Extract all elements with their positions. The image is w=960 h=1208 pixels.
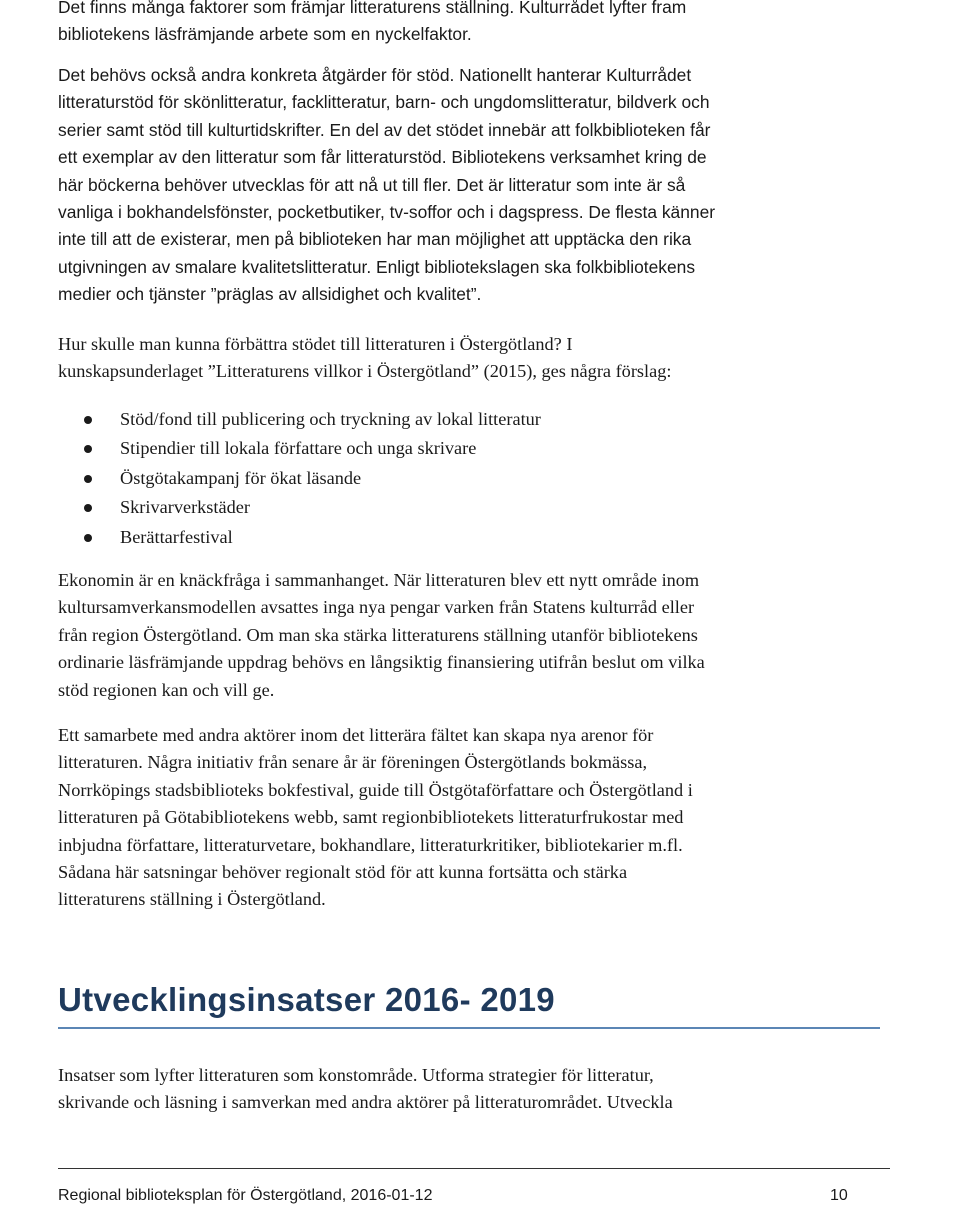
text-line: medier och tjänster ”präglas av allsidighet och kvalitet”. (58, 284, 482, 305)
bullet-icon (84, 534, 92, 542)
text-line: skrivande och läsning i samverkan med andra aktörer på litteraturområdet. Utveckla (58, 1092, 673, 1113)
list-item-text: Skrivarverkstäder (120, 497, 250, 518)
footer-title: Regional biblioteksplan för Östergötland, 2016-01-12 (58, 1187, 433, 1204)
footer-divider (58, 1168, 890, 1169)
text-line: inbjudna författare, litteraturvetare, bokhandlare, litteraturkritiker, bibliotekarier m.fl. (58, 834, 683, 855)
text-line: från region Östergötland. Om man ska stärka litteraturens ställning utanför bibliotekens (58, 624, 698, 645)
text-line: Ekonomin är en knäckfråga i sammanhanget. När litteraturen blev ett nytt område inom (58, 570, 700, 590)
list-item-text: Stipendier till lokala författare och unga skrivare (120, 438, 477, 459)
text-line: Det finns många faktorer som främjar litteraturens ställning. Kulturrådet lyfter fram (58, 0, 687, 17)
text-line: litteraturens ställning i Östergötland. (58, 889, 326, 910)
text-line: Ett samarbete med andra aktörer inom det litterära fältet kan skapa nya arenor för (58, 725, 654, 745)
section-heading: Utvecklingsinsatser 2016- 2019 (58, 981, 555, 1018)
text-line: litteraturen på Götabibliotekens webb, samt regionbibliotekets litteraturfrukostar med (58, 807, 684, 828)
text-line: ordinarie läsfrämjande uppdrag behövs en långsiktig finansiering utifrån beslut om vilka (58, 652, 705, 673)
bullet-icon (84, 445, 92, 453)
paragraph-3 (58, 331, 671, 386)
text-line: vanliga i bokhandelsfönster, pocketbutiker, tv-soffor och i dagspress. De flesta känner (58, 202, 716, 223)
list-item (58, 464, 541, 493)
paragraph-4 (58, 567, 705, 704)
list-item (58, 405, 541, 434)
text-line: kultursamverkansmodellen avsattes inga nya pengar varken från Statens kulturråd eller (58, 597, 695, 618)
text-line: utgivningen av smalare kvalitetslitteratur. Enligt bibliotekslagen ska folkbibliotekens (58, 256, 696, 277)
list-item (58, 493, 541, 522)
text-line: serier samt stöd till kulturtidskrifter. En del av det stödet innebär att folkbiblioteken får (58, 119, 711, 140)
text-line: inte till att de existerar, men på biblioteken har man möjlighet att upptäcka den rika (58, 229, 692, 250)
suggestion-list (58, 405, 541, 552)
text-line: Hur skulle man kunna förbättra stödet till litteraturen i Östergötland? I (58, 334, 573, 354)
paragraph-1 (58, 0, 686, 49)
list-item-text: Östgötakampanj för ökat läsande (120, 467, 362, 488)
text-line: Insatser som lyfter litteraturen som konstområde. Utforma strategier för litteratur, (58, 1065, 654, 1085)
text-line: litteraturen. Några initiativ från senare år är föreningen Östergötlands bokmässa, (58, 752, 648, 773)
text-line: Norrköpings stadsbiblioteks bokfestival, guide till Östgötaförfattare och Östergötland i (58, 779, 693, 800)
text-line: här böckerna behöver utvecklas för att nå ut till fler. Det är litteratur som inte är så (58, 174, 686, 195)
text-line: ett exemplar av den litteratur som får litteraturstöd. Bibliotekens verksamhet kring de (58, 147, 707, 168)
text-line: litteraturstöd för skönlitteratur, facklitteratur, barn- och ungdomslitteratur, bildverk och (58, 92, 710, 113)
bullet-icon (84, 475, 92, 483)
bullet-icon (84, 504, 92, 512)
list-item-text: Stöd/fond till publicering och tryckning av lokal litteratur (120, 409, 541, 429)
bullet-icon (84, 416, 92, 424)
text-line: Det behövs också andra konkreta åtgärder för stöd. Nationellt hanterar Kulturrådet (58, 65, 692, 85)
heading-underline (58, 1027, 880, 1029)
list-item-text: Berättarfestival (120, 526, 233, 547)
page-number: 10 (830, 1187, 848, 1204)
paragraph-2 (58, 62, 715, 309)
list-item (58, 523, 541, 552)
list-item (58, 434, 541, 463)
text-line: kunskapsunderlaget ”Litteraturens villkor i Östergötland” (2015), ges några förslag: (58, 361, 672, 382)
section-heading-block (58, 981, 880, 1029)
text-line: Sådana här satsningar behöver regionalt stöd för att kunna fortsätta och stärka (58, 862, 628, 883)
paragraph-6 (58, 1062, 673, 1117)
text-line: bibliotekens läsfrämjande arbete som en nyckelfaktor. (58, 24, 472, 45)
text-line: stöd regionen kan och vill ge. (58, 679, 275, 700)
paragraph-5 (58, 722, 693, 914)
